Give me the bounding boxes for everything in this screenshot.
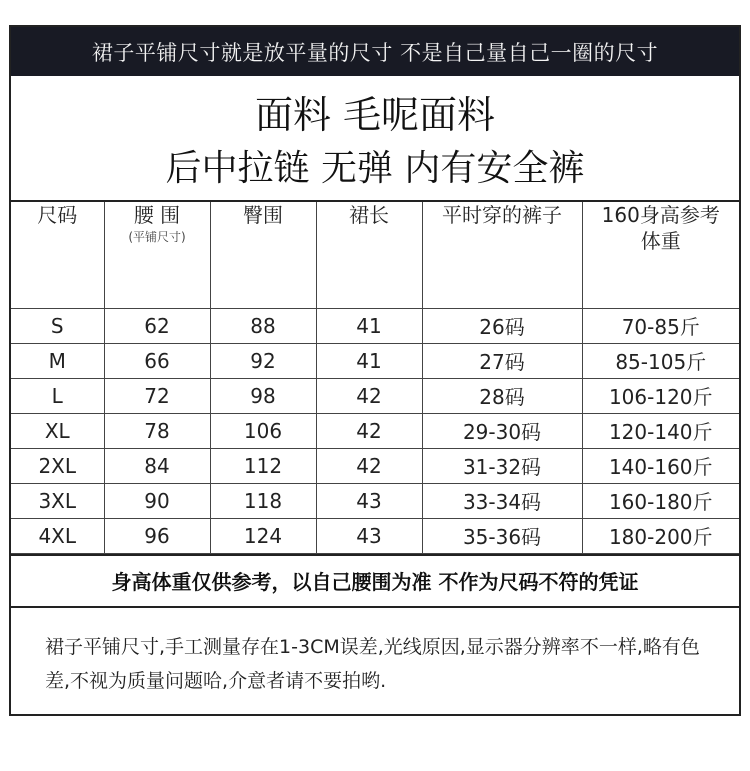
cell-size: XL	[11, 413, 104, 448]
features-line: 后中拉链 无弹 内有安全裤	[165, 148, 585, 189]
measurement-footnote: 裙子平铺尺寸,手工测量存在1-3CM误差,光线原因,显示器分辨率不一样,略有色差,不视为质量问题哈,介意者请不要拍哟.	[45, 635, 700, 692]
cell-reference-weight: 70-85斤	[582, 308, 739, 343]
cell-reference-weight: 106-120斤	[582, 378, 739, 413]
cell-waist: 96	[104, 518, 210, 553]
cell-waist: 62	[104, 308, 210, 343]
cell-size: L	[11, 378, 104, 413]
cell-skirt-length: 41	[316, 343, 422, 378]
cell-pants-size: 28码	[422, 378, 582, 413]
cell-size: 3XL	[11, 483, 104, 518]
table-row	[11, 308, 739, 343]
cell-pants-size: 29-30码	[422, 413, 582, 448]
cell-skirt-length: 42	[316, 413, 422, 448]
cell-hip: 124	[210, 518, 316, 553]
cell-pants-size: 33-34码	[422, 483, 582, 518]
measurement-banner: 裙子平铺尺寸就是放平量的尺寸 不是自己量自己一圈的尺寸	[11, 27, 739, 76]
cell-waist: 78	[104, 413, 210, 448]
cell-hip: 98	[210, 378, 316, 413]
table-row	[11, 343, 739, 378]
cell-hip: 112	[210, 448, 316, 483]
cell-skirt-length: 41	[316, 308, 422, 343]
size-chart	[9, 25, 741, 716]
table-row	[11, 413, 739, 448]
cell-hip: 88	[210, 308, 316, 343]
cell-size: 2XL	[11, 448, 104, 483]
cell-size: S	[11, 308, 104, 343]
material-info	[11, 76, 739, 202]
cell-pants-size: 26码	[422, 308, 582, 343]
table-header-row	[11, 202, 739, 308]
table-row	[11, 483, 739, 518]
cell-size: M	[11, 343, 104, 378]
cell-hip: 106	[210, 413, 316, 448]
fabric-line: 面料 毛呢面料	[254, 93, 496, 137]
header-size: 尺码	[11, 202, 104, 308]
cell-hip: 92	[210, 343, 316, 378]
header-waist: 腰 围 (平铺尺寸)	[104, 202, 210, 308]
cell-reference-weight: 120-140斤	[582, 413, 739, 448]
size-table	[11, 202, 739, 554]
table-row	[11, 448, 739, 483]
cell-skirt-length: 42	[316, 448, 422, 483]
table-row	[11, 378, 739, 413]
cell-hip: 118	[210, 483, 316, 518]
header-waist-note: (平铺尺寸)	[128, 230, 186, 244]
table-row	[11, 518, 739, 553]
header-skirt-length: 裙长	[316, 202, 422, 308]
cell-reference-weight: 160-180斤	[582, 483, 739, 518]
header-pants-size: 平时穿的裤子	[422, 202, 582, 308]
cell-skirt-length: 42	[316, 378, 422, 413]
cell-waist: 84	[104, 448, 210, 483]
cell-reference-weight: 140-160斤	[582, 448, 739, 483]
cell-waist: 90	[104, 483, 210, 518]
cell-pants-size: 31-32码	[422, 448, 582, 483]
cell-reference-weight: 180-200斤	[582, 518, 739, 553]
cell-waist: 66	[104, 343, 210, 378]
cell-pants-size: 27码	[422, 343, 582, 378]
cell-skirt-length: 43	[316, 518, 422, 553]
header-hip: 臀围	[210, 202, 316, 308]
cell-size: 4XL	[11, 518, 104, 553]
disclaimer: 身高体重仅供参考，以自己腰围为准 不作为尺码不符的凭证	[11, 554, 739, 608]
cell-reference-weight: 85-105斤	[582, 343, 739, 378]
cell-skirt-length: 43	[316, 483, 422, 518]
cell-pants-size: 35-36码	[422, 518, 582, 553]
cell-waist: 72	[104, 378, 210, 413]
header-reference-weight: 160身高参考 体重	[582, 202, 739, 308]
